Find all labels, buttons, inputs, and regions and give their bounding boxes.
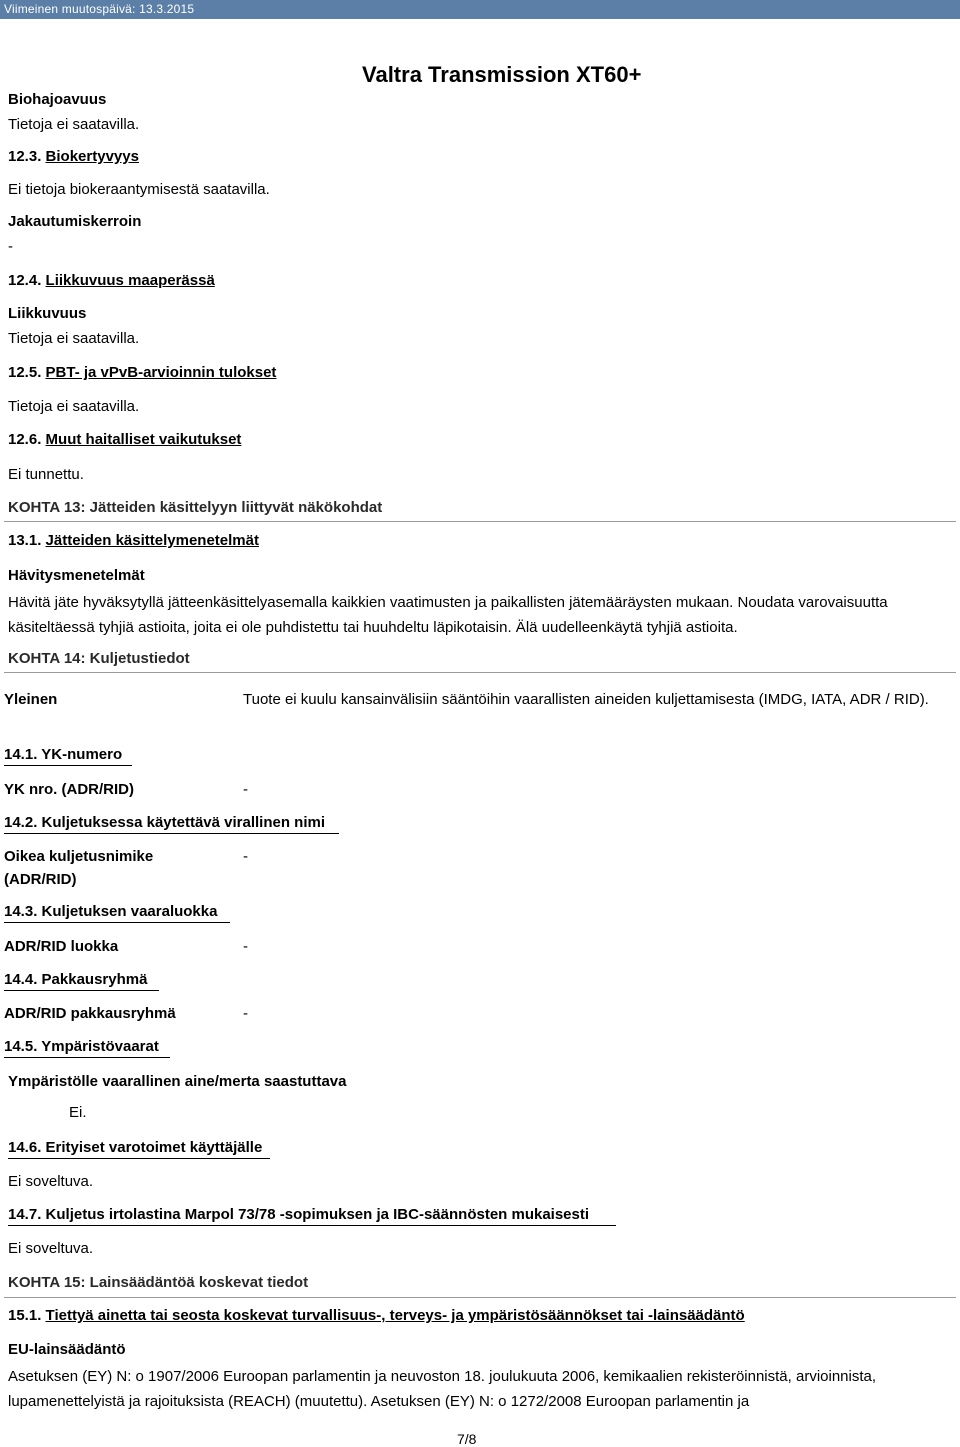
un-number-value: - (243, 781, 248, 798)
section-14-1-heading (4, 746, 122, 764)
section-14-2-number: 14.2. (4, 814, 38, 831)
section-13-1-heading (8, 532, 259, 550)
section-14-4-heading (4, 971, 147, 989)
shipping-name-label-line2: (ADR/RID) (4, 871, 77, 888)
document-title: Valtra Transmission XT60+ (362, 62, 642, 87)
section-14-3-underline (4, 922, 230, 923)
section-13-divider (4, 521, 956, 522)
eu-legislation-heading: EU-lainsäädäntö (8, 1341, 126, 1358)
section-13-1-number: 13.1. (8, 532, 42, 549)
section-14-4-title: Pakkausryhmä (41, 971, 148, 988)
packing-group-label: ADR/RID pakkausryhmä (4, 1005, 176, 1022)
mobility-text: Tietoja ei saatavilla. (8, 330, 140, 347)
section-14-3-title: Kuljetuksen vaaraluokka (41, 903, 218, 920)
revision-date: Viimeinen muutospäivä: 13.3.2015 (4, 2, 195, 16)
section-14-4-underline (4, 990, 159, 991)
disposal-methods-heading: Hävitysmenetelmät (8, 567, 145, 584)
partition-coefficient-value: - (8, 238, 13, 255)
section-15-1-number: 15.1. (8, 1307, 42, 1324)
other-effects-text: Ei tunnettu. (8, 466, 84, 483)
section-12-5-number: 12.5. (8, 364, 42, 381)
general-value: Tuote ei kuulu kansainvälisiin sääntöihin vaarallisten aineiden kuljettamisesta (IMDG, IATA, ADR / RID). (243, 691, 929, 708)
section-14-7-underline (8, 1225, 616, 1226)
section-14-5-underline (4, 1057, 170, 1058)
section-14-5-title: Ympäristövaarat (41, 1038, 159, 1055)
section-14-7-title: Kuljetus irtolastina Marpol 73/78 -sopimuksen ja IBC-säännösten mukaisesti (45, 1206, 590, 1223)
biodegradability-heading: Biohajoavuus (8, 91, 107, 108)
pbt-text: Tietoja ei saatavilla. (8, 398, 140, 415)
section-12-5-title: PBT- ja vPvB-arvioinnin tulokset (45, 364, 277, 381)
general-label: Yleinen (4, 691, 58, 708)
section-14-divider (4, 672, 956, 673)
section-14-3-number: 14.3. (4, 903, 38, 920)
mobility-heading: Liikkuvuus (8, 305, 87, 322)
section-12-3-number: 12.3. (8, 148, 42, 165)
un-number-label: YK nro. (ADR/RID) (4, 781, 134, 798)
packing-group-value: - (243, 1005, 248, 1022)
section-14-7-heading (8, 1206, 589, 1224)
shipping-name-value: - (243, 848, 248, 865)
env-hazard-heading: Ympäristölle vaarallinen aine/merta saastuttava (8, 1073, 347, 1090)
section-12-4-title: Liikkuvuus maaperässä (45, 272, 215, 289)
section-14-1-number: 14.1. (4, 746, 38, 763)
biodegradability-text: Tietoja ei saatavilla. (8, 116, 140, 133)
section-14-1-underline (4, 765, 132, 766)
section-12-6-number: 12.6. (8, 431, 42, 448)
section-14-4-number: 14.4. (4, 971, 38, 988)
section-12-6-heading (8, 431, 241, 449)
section-12-4-number: 12.4. (8, 272, 42, 289)
section-14-6-underline (8, 1158, 270, 1159)
section-15-1-heading (8, 1307, 745, 1325)
section-14-heading: KOHTA 14: Kuljetustiedot (8, 650, 190, 667)
section-14-5-heading (4, 1038, 159, 1056)
section-12-3-heading (8, 148, 139, 166)
section-12-5-heading (8, 364, 276, 382)
section-15-divider (4, 1297, 956, 1298)
revision-bar (0, 0, 960, 19)
section-14-6-number: 14.6. (8, 1139, 42, 1156)
hazard-class-value: - (243, 938, 248, 955)
special-precautions-text: Ei soveltuva. (8, 1173, 94, 1190)
section-14-2-title: Kuljetuksessa käytettävä virallinen nimi (41, 814, 326, 831)
section-15-heading: KOHTA 15: Lainsäädäntöä koskevat tiedot (8, 1274, 309, 1291)
section-14-2-underline (4, 833, 339, 834)
env-hazard-value: Ei. (69, 1104, 87, 1121)
section-15-1-title: Tiettyä ainetta tai seosta koskevat turvallisuus-, terveys- ja ympäristösäännökset tai -lainsäädäntö (45, 1307, 745, 1324)
hazard-class-label: ADR/RID luokka (4, 938, 119, 955)
section-13-heading: KOHTA 13: Jätteiden käsittelyyn liittyvät näkökohdat (8, 499, 383, 516)
section-14-2-heading (4, 814, 325, 832)
section-14-5-number: 14.5. (4, 1038, 38, 1055)
section-14-7-number: 14.7. (8, 1206, 42, 1223)
section-12-6-title: Muut haitalliset vaikutukset (45, 431, 242, 448)
page-number: 7/8 (457, 1431, 477, 1447)
section-14-1-title: YK-numero (41, 746, 123, 763)
eu-legislation-text: Asetuksen (EY) N: o 1907/2006 Euroopan parlamentin ja neuvoston 18. joulukuuta 2006, kemikaalien rekisteröinnistä, arvioinnista, lupamenettelyistä ja rajoituksista (REACH) (muutettu). Asetuksen (EY) N: o 1272/2008 Euroopan parlamentin ja (8, 1368, 877, 1410)
shipping-name-label-line1: Oikea kuljetusnimike (4, 848, 154, 865)
section-14-6-title: Erityiset varotoimet käyttäjälle (45, 1139, 263, 1156)
bioaccumulation-text: Ei tietoja biokeraantymisestä saatavilla. (8, 181, 270, 198)
section-13-1-title: Jätteiden käsittelymenetelmät (45, 532, 259, 549)
disposal-methods-text: Hävitä jäte hyväksytyllä jätteenkäsittelyasemalla kaikkien vaatimusten ja paikallisten jätemääräysten mukaan. Noudata varovaisuutta käsiteltäessä tyhjiä astioita, joita ei ole puhdistettu tai huuhdeltu läpikotaisin. Älä uudelleenkäytä tyhjiä astioita. (8, 594, 888, 636)
section-12-3-title: Biokertyvyys (45, 148, 139, 165)
section-14-6-heading (8, 1139, 262, 1157)
partition-coefficient-heading: Jakautumiskerroin (8, 213, 142, 230)
bulk-transport-text: Ei soveltuva. (8, 1240, 94, 1257)
section-12-4-heading (8, 272, 215, 290)
section-14-3-heading (4, 903, 217, 921)
